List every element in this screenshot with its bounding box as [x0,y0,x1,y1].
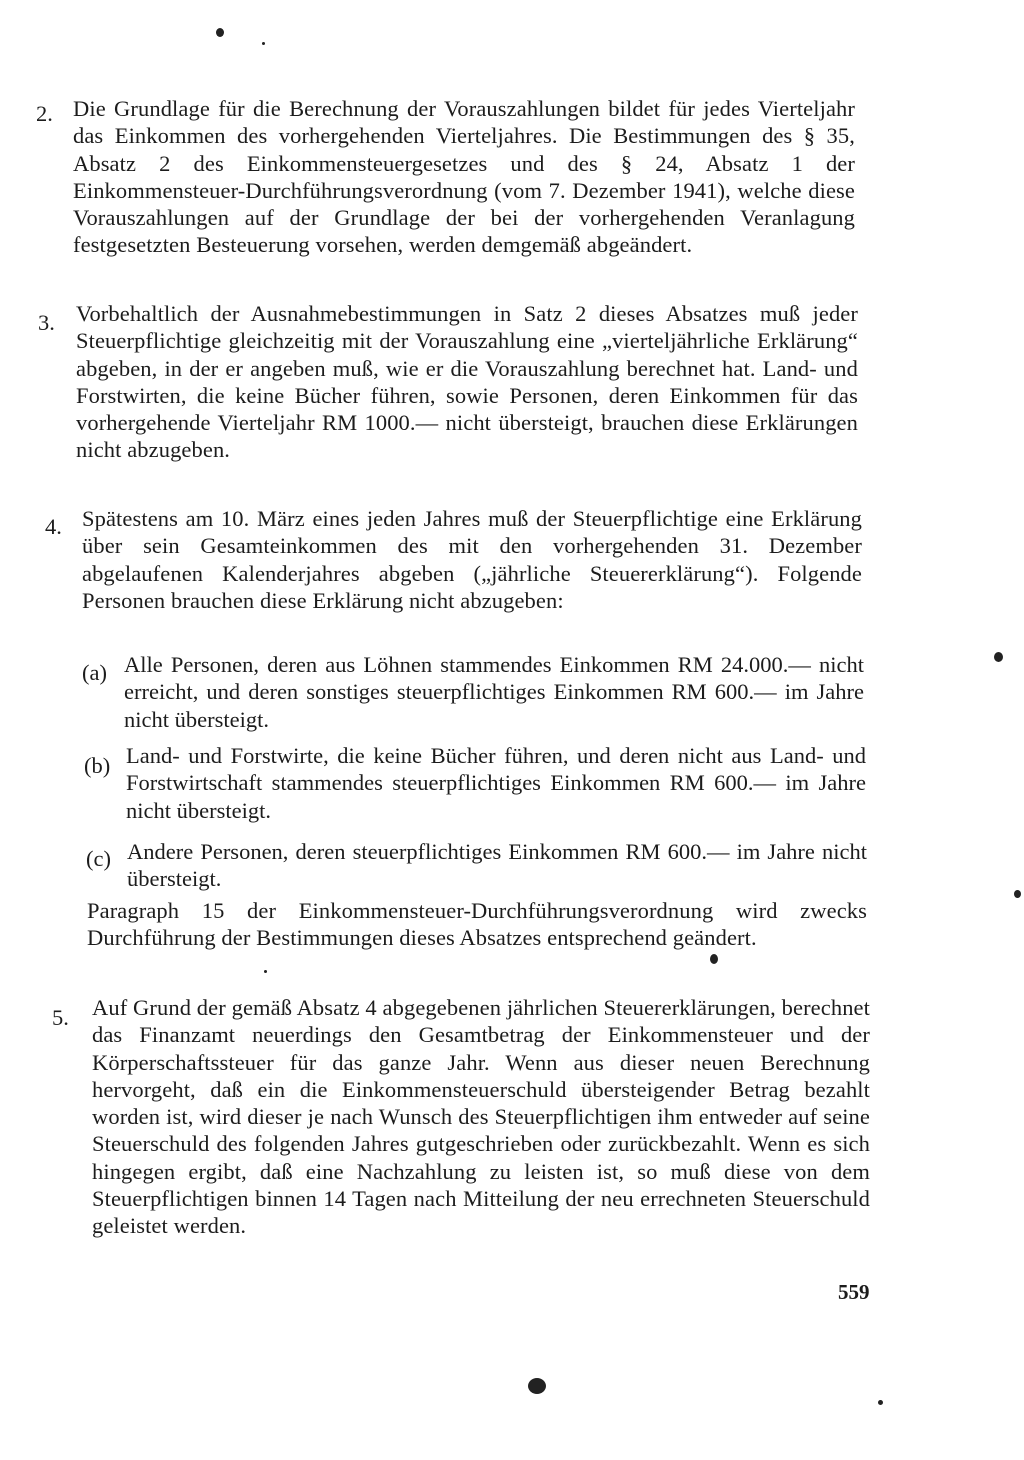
item-number: 4. [45,514,62,539]
scan-speck [878,1400,883,1405]
subitem-a-text: Alle Personen, deren aus Löhnen stammendes Einkommen RM 24.000.— nicht erreicht, und deren sonstiges steuerpflichtiges Einkommen RM 600.— im Jahre nicht übersteigt. [124,652,864,732]
subitem-label: (a) [82,660,107,685]
item-number: 2. [36,101,53,126]
scan-speck [262,42,265,45]
scan-speck [216,28,224,37]
item-4-closing: Paragraph 15 der Einkommensteuer-Durchführungsverordnung wird zwecks Durchführung der Bestimmungen dieses Absatzes entsprechend geändert. [87,898,867,951]
item-5-text: Auf Grund der gemäß Absatz 4 abgegebenen jährlichen Steuererklärungen, berechnet das Finanzamt neuerdings den Gesamtbetrag der Einkommensteuer und der Körperschaftssteuer für das ganze Jahr. Wenn aus dieser neuen Berechnung hervorgeht, daß ein die Einkommensteuerschuld übersteigender Betrag bezahlt worden ist, wird dieser je nach Wunsch des Steuerpflichtigen ihm entweder auf seine Steuerschuld des folgenden Jahres gutgeschrieben oder zurückbezahlt. Wenn es sich hingegen ergibt, daß eine Nachzahlung zu leisten ist, so muß diese von dem Steuerpflichtigen binnen 14 Tagen nach Mitteilung der neu errechneten Steuerschuld geleistet werden. [92,995,870,1239]
item-2-text: Die Grundlage für die Berechnung der Vorauszahlungen bildet für jedes Vierteljahr das Einkommen des vorhergehenden Vierteljahres. Die Bestimmungen des § 35, Absatz 2 des Einkommensteuergesetzes und des § 24, Absatz 1 der Einkommensteuer-Durchführungsverordnung (vom 7. Dezember 1941), welche diese Vorauszahlungen auf der Grundlage der bei der vorhergehenden Veranlagung festgesetzten Besteuerung vorsehen, werden demgemäß abgeändert. [73,96,855,258]
item-number: 5. [52,1005,69,1030]
scan-speck [528,1378,546,1394]
subitem-label: (c) [86,846,111,871]
item-number: 3. [38,310,55,335]
subitem-b-text: Land- und Forstwirte, die keine Bücher führen, und deren nicht aus Land- und Forstwirtschaft stammendes steuerpflichtiges Einkommen RM 600.— im Jahre nicht übersteigt. [126,743,866,823]
item-4-text: Spätestens am 10. März eines jeden Jahres muß der Steuerpflichtige eine Erklärung über sein Gesamteinkommen des mit den vorhergehenden 31. Dezember abgelaufenen Kalenderjahres abgeben („jährliche Steuererklärung“). Folgende Personen brauchen diese Erklärung nicht abzugeben: [82,506,862,613]
page-number: 559 [838,1280,870,1304]
subitem-label: (b) [84,753,111,778]
item-3-text: Vorbehaltlich der Ausnahmebestimmungen in Satz 2 dieses Absatzes muß jeder Steuerpflichtige gleichzeitig mit der Vorauszahlung eine „vierteljährliche Erklärung“ abgeben, in der er angeben muß, wie er die Vorauszahlung berechnet hat. Land- und Forstwirten, die keine Bücher führen, sowie Personen, deren Einkommen für das vorhergehende Vierteljahr RM 1000.— nicht übersteigt, brauchen diese Erklärungen nicht abzugeben. [76,301,858,463]
scan-speck [994,652,1003,662]
scan-speck [1014,890,1021,898]
scan-speck [710,954,718,964]
subitem-c-text: Andere Personen, deren steuerpflichtiges Einkommen RM 600.— im Jahre nicht übersteigt. [127,839,867,892]
scan-speck [264,970,267,973]
